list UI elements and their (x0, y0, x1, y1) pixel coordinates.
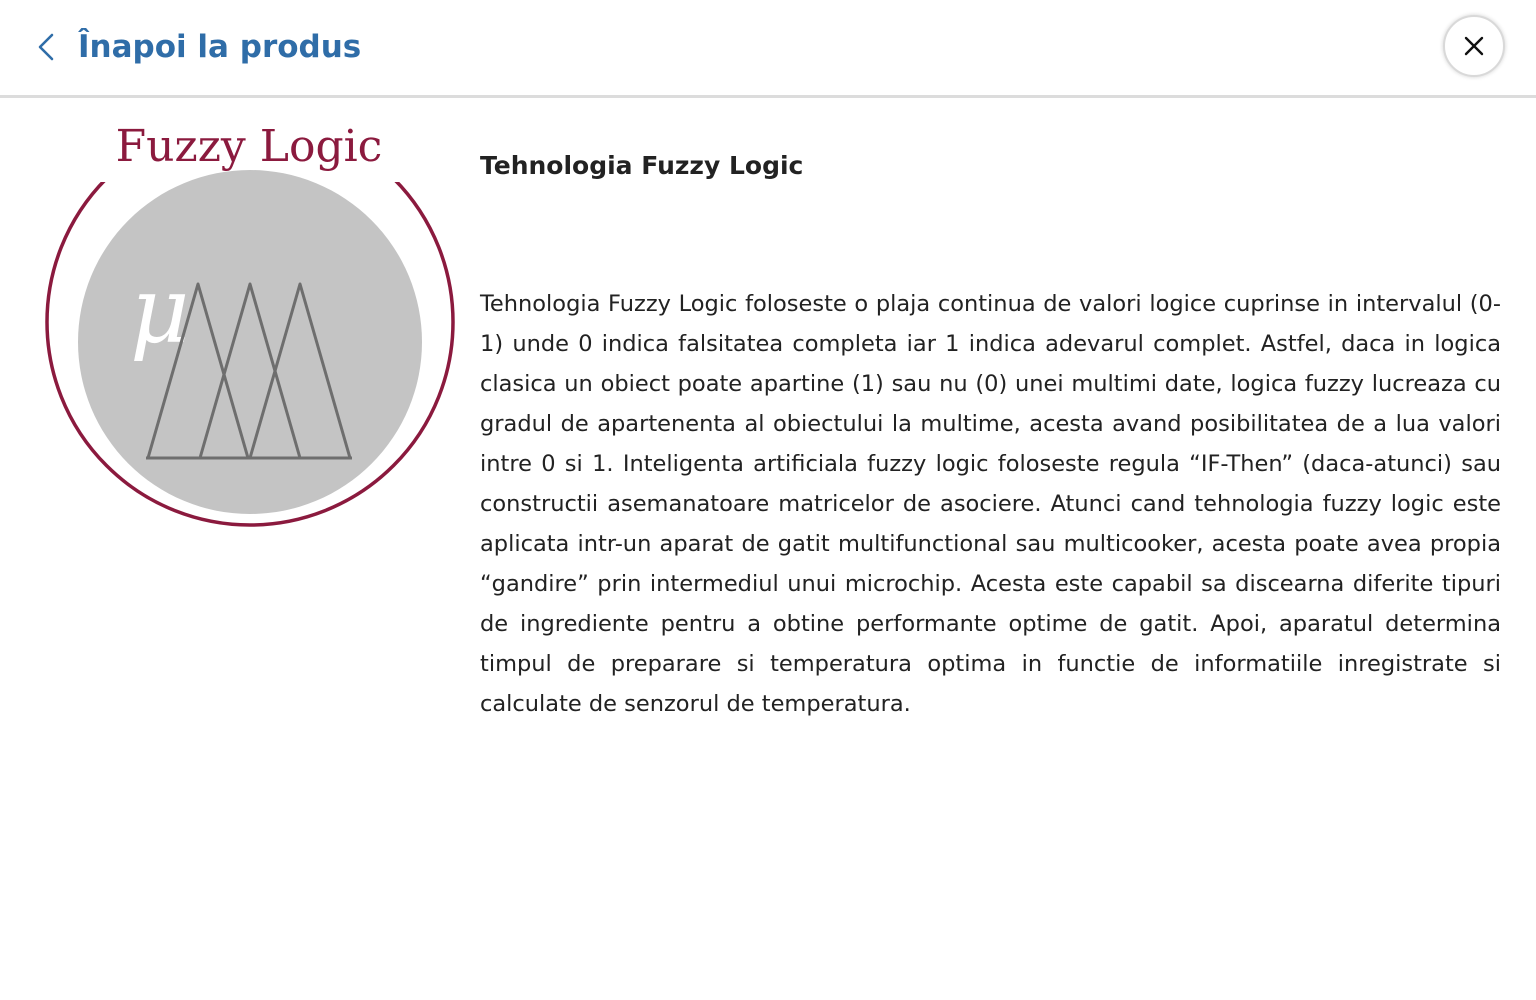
article-content (480, 148, 1501, 724)
logo-text: Fuzzy Logic (115, 121, 383, 172)
article-title: Tehnologia Fuzzy Logic (480, 151, 804, 180)
back-link-label: Înapoi la produs (78, 29, 362, 65)
close-icon (1464, 36, 1484, 56)
top-bar (0, 0, 1536, 98)
fuzzy-logic-logo (30, 112, 470, 532)
close-button[interactable] (1443, 15, 1505, 77)
mu-symbol: μ (130, 257, 190, 364)
back-to-product-link[interactable] (34, 22, 361, 72)
chevron-left-icon (34, 30, 58, 64)
article-body: Tehnologia Fuzzy Logic foloseste o plaja continua de valori logice cuprinse in intervalul (0-1) unde 0 indica falsitatea completa iar 1 indica adevarul complet. Astfel, daca in logica clasica un obiect poate apartine (1) sau nu (0) unei multimi date, logica fuzzy lucreaza cu gradul de apartenenta al obiectului la multime, acesta avand posibilitatea de a lua valori intre 0 si 1. Inteligenta artificiala fuzzy logic foloseste regula “IF-Then” (daca-atunci) sau constructii asemanatoare matricelor de asociere. Atunci cand tehnologia fuzzy logic este aplicata intr-un aparat de gatit multifunctional sau multicooker, acesta poate avea propia “gandire” prin intermediul unui microchip. Acesta este capabil sa discearna diferite tipuri de ingrediente pentru a obtine performante optime de gatit. Apoi, aparatul determina timpul de preparare si temperatura optima in functie de informatiile inregistrate si calculate de senzorul de temperatura. (480, 291, 1501, 717)
fuzzy-logic-emblem (30, 112, 470, 532)
